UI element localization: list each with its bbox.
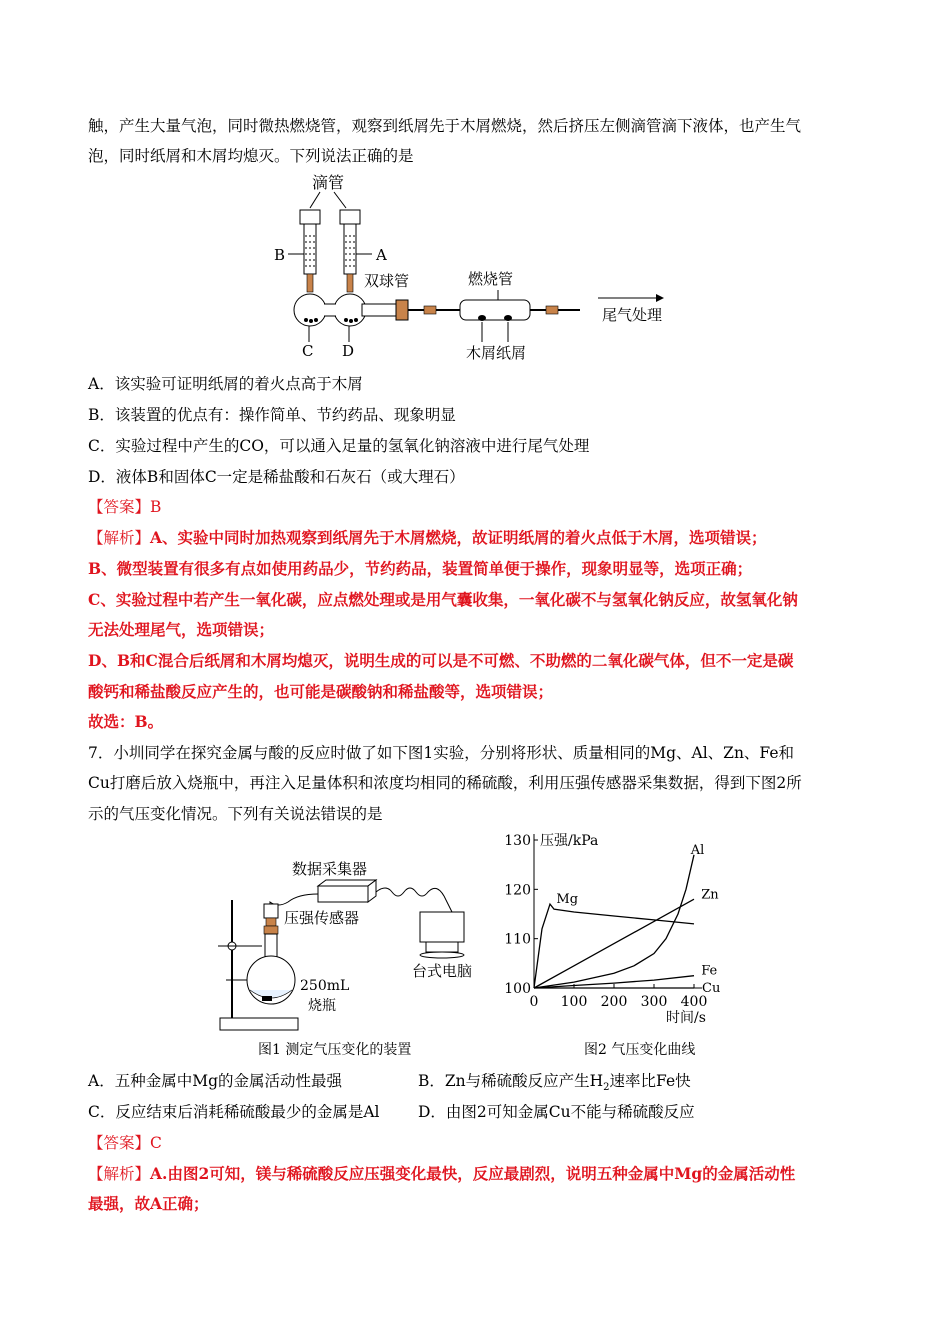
q6-answer: 【答案】B [88, 498, 162, 516]
x-tick-label: 0 [529, 994, 539, 1010]
y-tick-label: 130 [504, 833, 531, 849]
y-tick-label: 120 [504, 882, 531, 899]
q6-option-d: D．液体B和固体C一定是稀盐酸和石灰石（或大理石） [88, 468, 465, 486]
y-axis-label: 压强/kPa [540, 833, 599, 849]
series-line-zn [534, 899, 694, 988]
q7-option-b [418, 1071, 691, 1098]
q6-analysis-line5: D、B和C混合后纸屑和木屑均熄灭，说明生成的可以是不可燃、不助燃的二氧化碳气体，但不一定是碳 [88, 651, 794, 670]
q7-option-c: C．反应结束后消耗稀硫酸最少的金属是Al [88, 1103, 380, 1121]
fig2-caption: 图2 气压变化曲线 [584, 1042, 696, 1058]
q7-fig2-pressure-chart [498, 824, 758, 1064]
option-b-pre: B．Zn与稀硫酸反应产生H [418, 1072, 604, 1090]
analysis-tag: 【解析】 [88, 529, 151, 547]
option-b-sub: 2 [603, 1082, 610, 1094]
sensor-label: 压强传感器 [284, 909, 360, 927]
computer-label: 台式电脑 [412, 962, 473, 980]
series-label-cu: Cu [702, 981, 721, 996]
x-tick-label: 400 [680, 994, 708, 1010]
label-c: C [302, 342, 314, 360]
flask-label: 烧瓶 [308, 998, 336, 1014]
q6-analysis-line1 [88, 528, 767, 548]
q7-analysis-line2: 最强，故A正确； [88, 1194, 209, 1213]
analysis-text: A、实验中同时加热观察到纸屑先于木屑燃烧，故证明纸屑的着火点低于木屑，选项错误； [150, 528, 767, 547]
q7-option-d: D．由图2可知金属Cu不能与稀硫酸反应 [418, 1103, 695, 1121]
q6-analysis-line3: C、实验过程中若产生一氧化碳，应点燃处理或是用气囊收集，一氧化碳不与氢氧化钠反应，故氢氧化钠 [88, 590, 798, 609]
q6-analysis-line2: B、微型装置有很多有点如使用药品少，节约药品，装置简单便于操作，现象明显等，选项正确； [88, 559, 753, 578]
dropper-label: 滴管 [312, 173, 345, 192]
analysis-tag: 【解析】 [88, 1165, 151, 1183]
x-tick-label: 300 [640, 994, 668, 1010]
x-tick-label: 100 [560, 994, 588, 1010]
q6-stem-line2: 泡，同时纸屑和木屑均熄灭。下列说法正确的是 [88, 147, 414, 165]
q6-option-b: B．该装置的优点有：操作简单、节约药品、现象明显 [88, 406, 456, 424]
exhaust-label: 尾气处理 [602, 306, 663, 324]
q6-analysis-line6: 酸钙和稀盐酸反应产生的，也可能是碳酸钠和稀盐酸等，选项错误； [88, 682, 554, 701]
double-bulb-label: 双球管 [364, 272, 410, 290]
q6-analysis-line7: 故选：B。 [88, 712, 164, 731]
q6-option-a: A．该实验可证明纸屑的着火点高于木屑 [88, 375, 363, 393]
q7-answer: 【答案】C [88, 1134, 162, 1152]
series-label-al: Al [690, 842, 705, 858]
y-tick-label: 110 [504, 931, 531, 948]
label-d: D [342, 342, 355, 360]
label-b: B [274, 246, 286, 264]
q6-apparatus-figure [260, 168, 690, 368]
wood-paper-label: 木屑纸屑 [466, 344, 527, 362]
q7-option-a: A．五种金属中Mg的金属活动性最强 [88, 1072, 342, 1090]
q7-stem-line3: 示的气压变化情况。下列有关说法错误的是 [88, 805, 383, 823]
q7-stem-line2: Cu打磨后放入烧瓶中，再注入足量体积和浓度均相同的稀硫酸，利用压强传感器采集数据，得到下图2所 [88, 774, 802, 792]
fig1-caption: 图1 测定气压变化的装置 [258, 1042, 412, 1058]
q6-option-c: C．实验过程中产生的CO，可以通入足量的氢氧化钠溶液中进行尾气处理 [88, 437, 590, 455]
y-tick-label: 100 [504, 981, 531, 997]
q7-stem-line1: 7．小圳同学在探究金属与酸的反应时做了如下图1实验，分别将形状、质量相同的Mg、Al、Zn、Fe和 [88, 744, 795, 762]
x-axis-label: 时间/s [666, 1010, 706, 1026]
series-label-fe: Fe [701, 963, 718, 979]
analysis-text: A.由图2可知，镁与稀硫酸反应压强变化最快，反应最剧烈，说明五种金属中Mg的金属活动性 [150, 1164, 796, 1183]
label-a: A [376, 246, 387, 264]
collector-label: 数据采集器 [292, 860, 368, 878]
x-tick-label: 200 [600, 994, 628, 1010]
series-label-zn: Zn [701, 887, 719, 903]
q7-analysis-line1 [88, 1164, 795, 1184]
q6-stem-line1: 触，产生大量气泡，同时微热燃烧管，观察到纸屑先于木屑燃烧，然后挤压左侧滴管滴下液体，也产生气 [88, 117, 802, 135]
series-label-mg: Mg [556, 892, 579, 908]
q7-fig1-apparatus [208, 830, 498, 1065]
q6-analysis-line4: 无法处理尾气，选项错误； [88, 620, 275, 639]
flask-volume-label: 250mL [300, 978, 350, 994]
option-b-post: 速率比Fe快 [609, 1072, 691, 1090]
burn-tube-label: 燃烧管 [468, 270, 514, 288]
